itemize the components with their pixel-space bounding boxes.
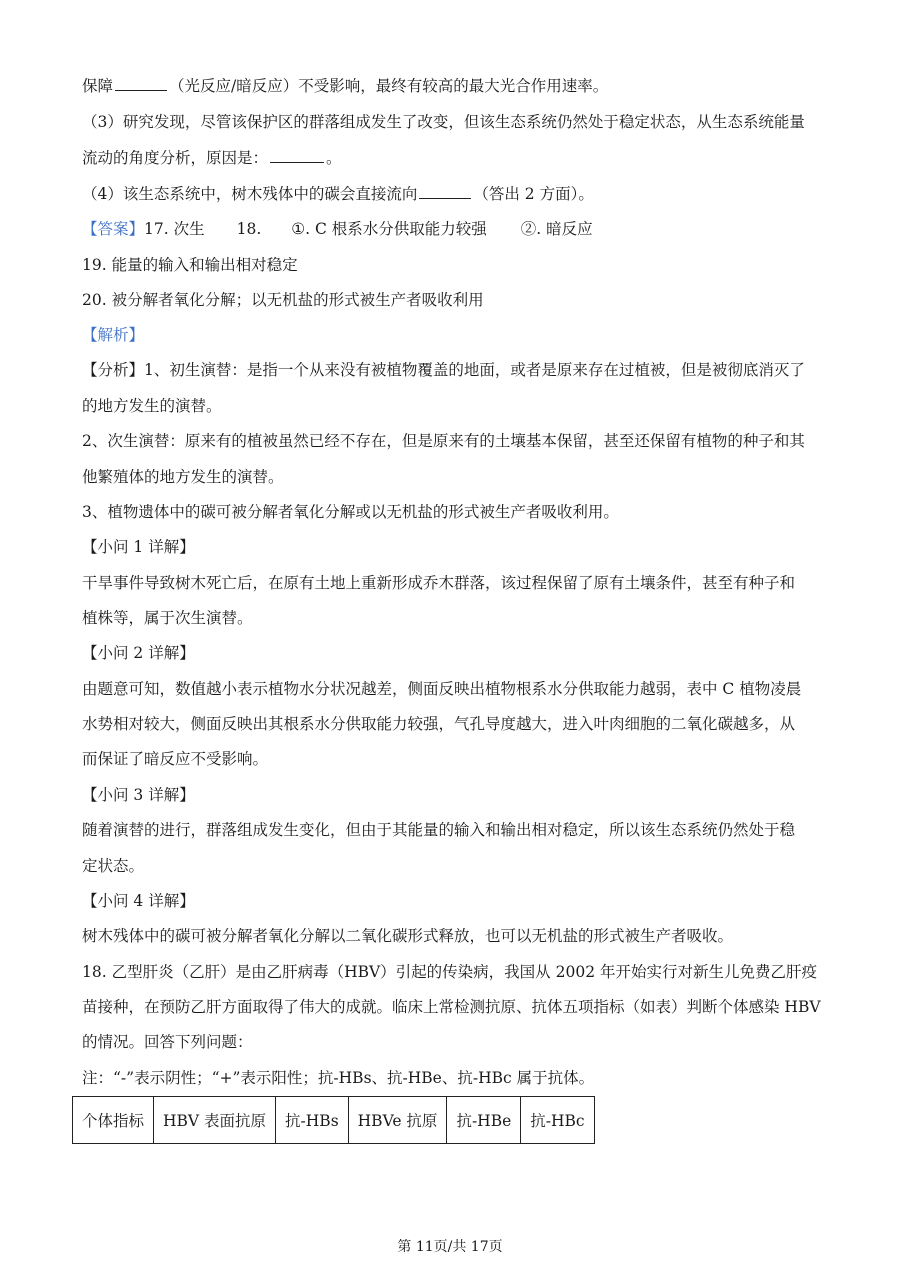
answer-tag: 【答案】	[82, 220, 145, 238]
table-header-cell: HBVe 抗原	[348, 1097, 447, 1144]
question-18-text: 的情况。回答下列问题：	[82, 1033, 253, 1051]
sub-question-3-text: 定状态。	[82, 857, 145, 875]
sub-question-4-header: 【小问 4 详解】	[82, 892, 195, 910]
table-note: 注：“-”表示阴性；“+”表示阳性；抗-HBs、抗-HBe、抗-HBc 属于抗体。	[82, 1069, 595, 1087]
analysis-tag: 【解析】	[82, 326, 145, 344]
analysis-line: 【分析】1、初生演替：是指一个从来没有被植物覆盖的地面，或者是原来存在过植被，但是被彻底消灭了	[82, 361, 805, 379]
table-header-cell: 个体指标	[73, 1097, 154, 1144]
sub-question-3-header: 【小问 3 详解】	[82, 786, 195, 804]
table-header-row	[73, 1097, 595, 1144]
answer-19: 19. 能量的输入和输出相对稳定	[82, 256, 298, 274]
answer-18-part-1: ①. C 根系水分供取能力较强	[291, 220, 487, 238]
answer-18-label: 18.	[236, 220, 262, 238]
analysis-line: 他繁殖体的地方发生的演替。	[82, 468, 284, 486]
text: （4）该生态系统中，树木残体中的碳会直接流向	[82, 185, 418, 203]
table-header-cell: 抗-HBc	[521, 1097, 594, 1144]
sub-question-1-header: 【小问 1 详解】	[82, 538, 195, 556]
question-line-1	[82, 75, 822, 97]
answer-17: 17. 次生	[144, 220, 205, 238]
page-number: 第 11页/共 17页	[397, 1239, 503, 1255]
analysis-line: 的地方发生的演替。	[82, 397, 222, 415]
analysis-line: 3、植物遗体中的碳可被分解者氧化分解或以无机盐的形式被生产者吸收利用。	[82, 503, 619, 521]
sub-question-2-text: 水势相对较大，侧面反映出其根系水分供取能力较强，气孔导度越大，进入叶肉细胞的二氧化碳越多，从	[82, 715, 796, 733]
sub-question-1-text: 植株等，属于次生演替。	[82, 609, 253, 627]
answer-blank	[270, 148, 324, 163]
table-header-cell: 抗-HBe	[447, 1097, 521, 1144]
text: （答出 2 方面）。	[473, 185, 594, 203]
text: 流动的角度分析，原因是：	[82, 149, 269, 167]
sub-question-4-text: 树木残体中的碳可被分解者氧化分解以二氧化碳形式释放，也可以无机盐的形式被生产者吸收。	[82, 927, 734, 945]
answer-blank	[115, 76, 167, 91]
text: （光反应/暗反应）不受影响，最终有较高的最大光合作用速率。	[169, 77, 609, 95]
answer-18-part-2: ②. 暗反应	[520, 220, 593, 238]
table-header-cell: HBV 表面抗原	[154, 1097, 276, 1144]
question-3-line-2	[82, 147, 822, 169]
sub-question-2-text: 由题意可知，数值越小表示植物水分状况越差，侧面反映出植物根系水分供取能力越弱，表中 C 植物凌晨	[82, 680, 802, 698]
answer-blank	[419, 184, 471, 199]
sub-question-2-text: 而保证了暗反应不受影响。	[82, 750, 269, 768]
answer-line	[82, 218, 822, 240]
question-4-line	[82, 183, 822, 205]
hbv-indicator-table	[72, 1096, 595, 1144]
question-18-text: 苗接种，在预防乙肝方面取得了伟大的成就。临床上常检测抗原、抗体五项指标（如表）判断个体感染 HBV	[82, 998, 821, 1016]
text: 。	[326, 149, 342, 167]
question-18-text: 18. 乙型肝炎（乙肝）是由乙肝病毒（HBV）引起的传染病，我国从 2002 年开始实行对新生儿免费乙肝疫	[82, 963, 817, 981]
sub-question-1-text: 干旱事件导致树木死亡后，在原有土地上重新形成乔木群落，该过程保留了原有土壤条件，甚至有种子和	[82, 574, 796, 592]
sub-question-2-header: 【小问 2 详解】	[82, 644, 195, 662]
question-3-line: （3）研究发现，尽管该保护区的群落组成发生了改变，但该生态系统仍然处于稳定状态，从生态系统能量	[82, 113, 805, 131]
sub-question-3-text: 随着演替的进行，群落组成发生变化，但由于其能量的输入和输出相对稳定，所以该生态系统仍然处于稳	[82, 821, 796, 839]
table-header-cell: 抗-HBs	[276, 1097, 349, 1144]
text: 保障	[82, 77, 114, 95]
analysis-line: 2、次生演替：原来有的植被虽然已经不存在，但是原来有的土壤基本保留，甚至还保留有植物的种子和其	[82, 432, 805, 450]
answer-20: 20. 被分解者氧化分解；以无机盐的形式被生产者吸收利用	[82, 291, 484, 309]
